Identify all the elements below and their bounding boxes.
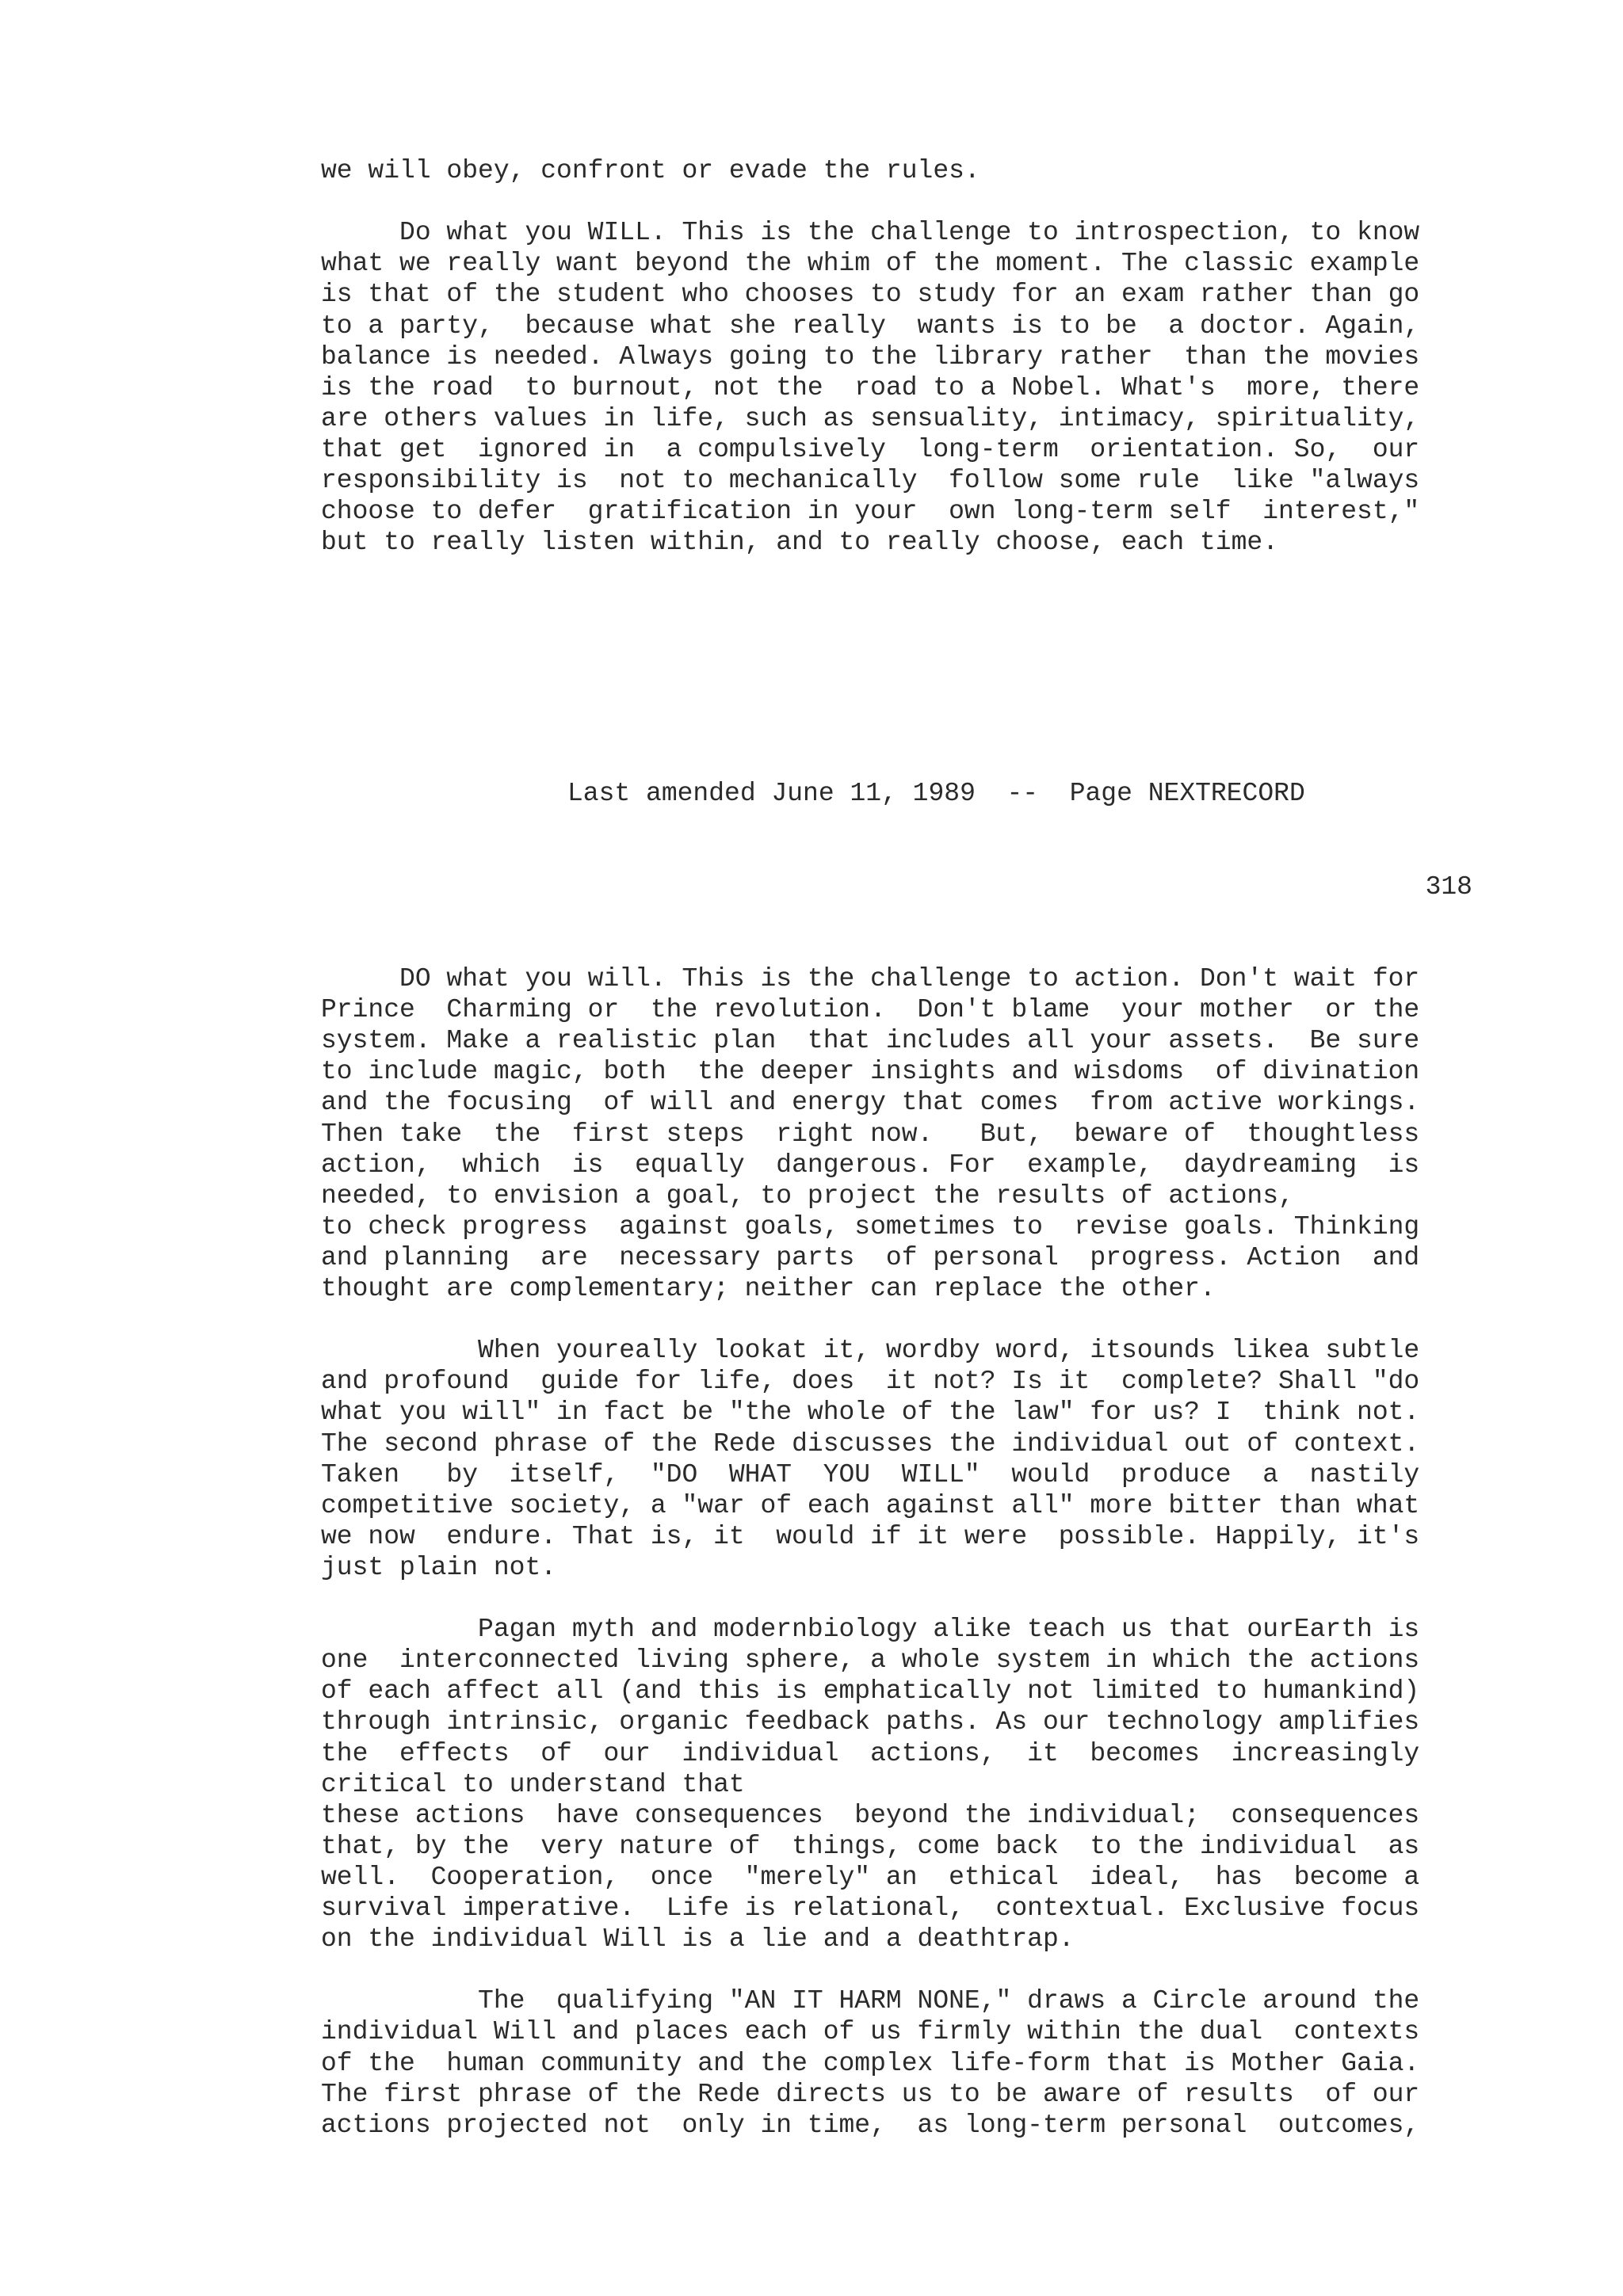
text-line: just plain not. — [321, 1552, 557, 1582]
text-line: what we really want beyond the whim of the moment. The classic example — [321, 249, 1420, 279]
text-line: is that of the student who chooses to study for an exam rather than go — [321, 280, 1420, 310]
text-line: through intrinsic, organic feedback paths. As our technology amplifies — [321, 1707, 1420, 1737]
text-line: Pagan myth and modernbiology alike teach us that ourEarth is — [321, 1615, 1420, 1645]
text-line: and profound guide for life, does it not? Is it complete? Shall "do — [321, 1367, 1420, 1397]
text-line: one interconnected living sphere, a whole system in which the actions — [321, 1646, 1420, 1676]
text-line: individual Will and places each of us firmly within the dual contexts — [321, 2017, 1420, 2047]
text-line: that, by the very nature of things, come back to the individual as — [321, 1831, 1420, 1861]
text-line: on the individual Will is a lie and a deathtrap. — [321, 1924, 1075, 1955]
text-line: that get ignored in a compulsively long-term orientation. So, our — [321, 434, 1420, 464]
text-line: balance is needed. Always going to the library rather than the movies — [321, 341, 1420, 372]
text-line: Do what you WILL. This is the challenge to introspection, to know — [321, 218, 1420, 248]
text-line: but to really listen within, and to really choose, each time. — [321, 528, 1278, 558]
page-footer: Last amended June 11, 1989 -- Page NEXTRECORD — [567, 779, 1305, 808]
text-line: to include magic, both the deeper insights and wisdoms of divination — [321, 1057, 1420, 1087]
text-line: survival imperative. Life is relational, contextual. Exclusive focus — [321, 1894, 1420, 1923]
text-line: and the focusing of will and energy that comes from active workings. — [321, 1088, 1420, 1118]
text-line: action, which is equally dangerous. For example, daydreaming is — [321, 1150, 1420, 1180]
text-line: thought are complementary; neither can replace the other. — [321, 1274, 1216, 1303]
text-line: critical to understand that — [321, 1769, 745, 1799]
text-line: of the human community and the complex life-form that is Mother Gaia. — [321, 2048, 1420, 2078]
text-line: Then take the first steps right now. But, beware of thoughtless — [321, 1119, 1420, 1149]
text-line: we will obey, confront or evade the rules. — [321, 156, 980, 185]
text-line: of each affect all (and this is emphatically not limited to humankind) — [321, 1676, 1420, 1707]
text-line: system. Make a realistic plan that includes all your assets. Be sure — [321, 1026, 1420, 1056]
text-line: is the road to burnout, not the road to a Nobel. What's more, there — [321, 372, 1420, 402]
text-line: needed, to envision a goal, to project the results of actions, — [321, 1180, 1294, 1211]
page-number: 318 — [1425, 872, 1472, 902]
text-line: are others values in life, such as sensuality, intimacy, spirituality, — [321, 403, 1420, 433]
text-line: well. Cooperation, once "merely" an ethical ideal, has become a — [321, 1862, 1420, 1892]
text-line: to check progress against goals, sometimes to revise goals. Thinking — [321, 1211, 1420, 1241]
text-line: competitive society, a "war of each against all" more bitter than what — [321, 1490, 1420, 1520]
text-line: we now endure. That is, it would if it were possible. Happily, it's — [321, 1521, 1420, 1551]
text-line: Taken by itself, "DO WHAT YOU WILL" would produce a nastily — [321, 1459, 1420, 1489]
text-line: to a party, because what she really wants is to be a doctor. Again, — [321, 311, 1420, 341]
text-line: Prince Charming or the revolution. Don't blame your mother or the — [321, 995, 1420, 1025]
text-line: what you will" in fact be "the whole of the law" for us? I think not. — [321, 1398, 1420, 1428]
text-line: The first phrase of the Rede directs us to be aware of results of our — [321, 2079, 1420, 2109]
text-line: When youreally lookat it, wordby word, itsounds likea subtle — [321, 1336, 1420, 1366]
text-line: The qualifying "AN IT HARM NONE," draws a Circle around the — [321, 1986, 1420, 2016]
text-line: these actions have consequences beyond the individual; consequences — [321, 1800, 1420, 1830]
text-line: The second phrase of the Rede discusses the individual out of context. — [321, 1428, 1420, 1459]
text-line: DO what you will. This is the challenge to action. Don't wait for — [321, 964, 1420, 994]
text-line: actions projected not only in time, as long-term personal outcomes, — [321, 2110, 1420, 2140]
text-line: the effects of our individual actions, it becomes increasingly — [321, 1738, 1420, 1768]
text-line: choose to defer gratification in your own long-term self interest," — [321, 497, 1420, 527]
text-line: and planning are necessary parts of personal progress. Action and — [321, 1242, 1420, 1272]
text-line: responsibility is not to mechanically follow some rule like "always — [321, 466, 1420, 495]
